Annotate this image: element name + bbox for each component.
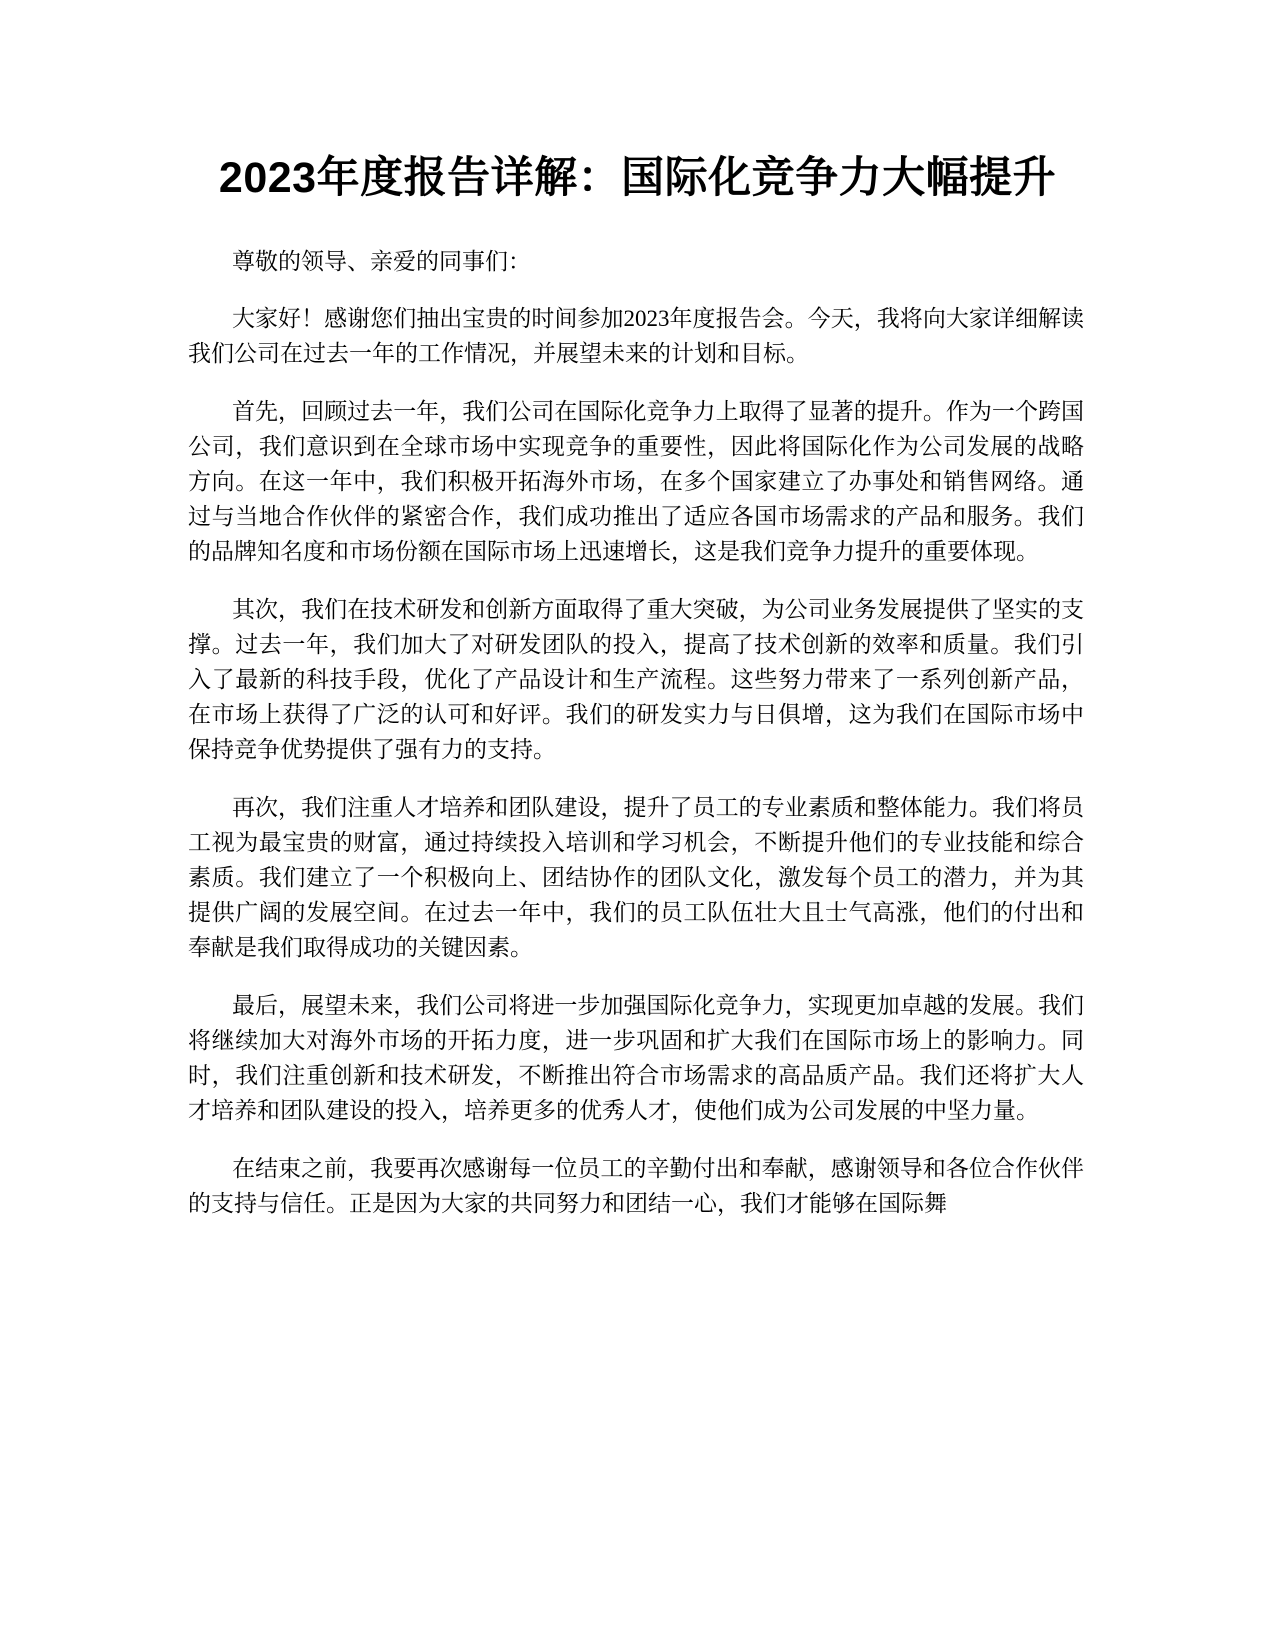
body-paragraph-5: 最后，展望未来，我们公司将进一步加强国际化竞争力，实现更加卓越的发展。我们将继续加大对海外市场的开拓力度，进一步巩固和扩大我们在国际市场上的影响力。同时，我们注重创新和技术研发，不断推出符合市场需求的高品质产品。我们还将扩大人才培养和团队建设的投入，培养更多的优秀人才，使他们成为公司发展的中坚力量。: [188, 993, 1084, 1123]
body-paragraph-3: 其次，我们在技术研发和创新方面取得了重大突破，为公司业务发展提供了坚实的支撑。过去一年，我们加大了对研发团队的投入，提高了技术创新的效率和质量。我们引入了最新的科技手段，优化了产品设计和生产流程。这些努力带来了一系列创新产品，在市场上获得了广泛的认可和好评。我们的研发实力与日俱增，这为我们在国际市场中保持竞争优势提供了强有力的支持。: [188, 597, 1084, 762]
body-paragraph-1: 大家好！感谢您们抽出宝贵的时间参加2023年度报告会。今天，我将向大家详细解读我们公司在过去一年的工作情况，并展望未来的计划和目标。: [188, 306, 1084, 366]
body-paragraph-4: 再次，我们注重人才培养和团队建设，提升了员工的专业素质和整体能力。我们将员工视为最宝贵的财富，通过持续投入培训和学习机会，不断提升他们的专业技能和综合素质。我们建立了一个积极向上、团结协作的团队文化，激发每个员工的潜力，并为其提供广阔的发展空间。在过去一年中，我们的员工队伍壮大且士气高涨，他们的付出和奉献是我们取得成功的关键因素。: [188, 795, 1084, 960]
body-paragraph-6: 在结束之前，我要再次感谢每一位员工的辛勤付出和奉献，感谢领导和各位合作伙伴的支持与信任。正是因为大家的共同努力和团结一心，我们才能够在国际舞: [188, 1156, 1084, 1216]
document-body: [188, 244, 1084, 1244]
body-paragraph-2: 首先，回顾过去一年，我们公司在国际化竞争力上取得了显著的提升。作为一个跨国公司，我们意识到在全球市场中实现竞争的重要性，因此将国际化作为公司发展的战略方向。在这一年中，我们积极开拓海外市场，在多个国家建立了办事处和销售网络。通过与当地合作伙伴的紧密合作，我们成功推出了适应各国市场需求的产品和服务。我们的品牌知名度和市场份额在国际市场上迅速增长，这是我们竞争力提升的重要体现。: [188, 399, 1084, 564]
page-title: 2023年度报告详解：国际化竞争力大幅提升: [218, 154, 1057, 202]
greeting-paragraph: 尊敬的领导、亲爱的同事们：: [232, 249, 531, 274]
